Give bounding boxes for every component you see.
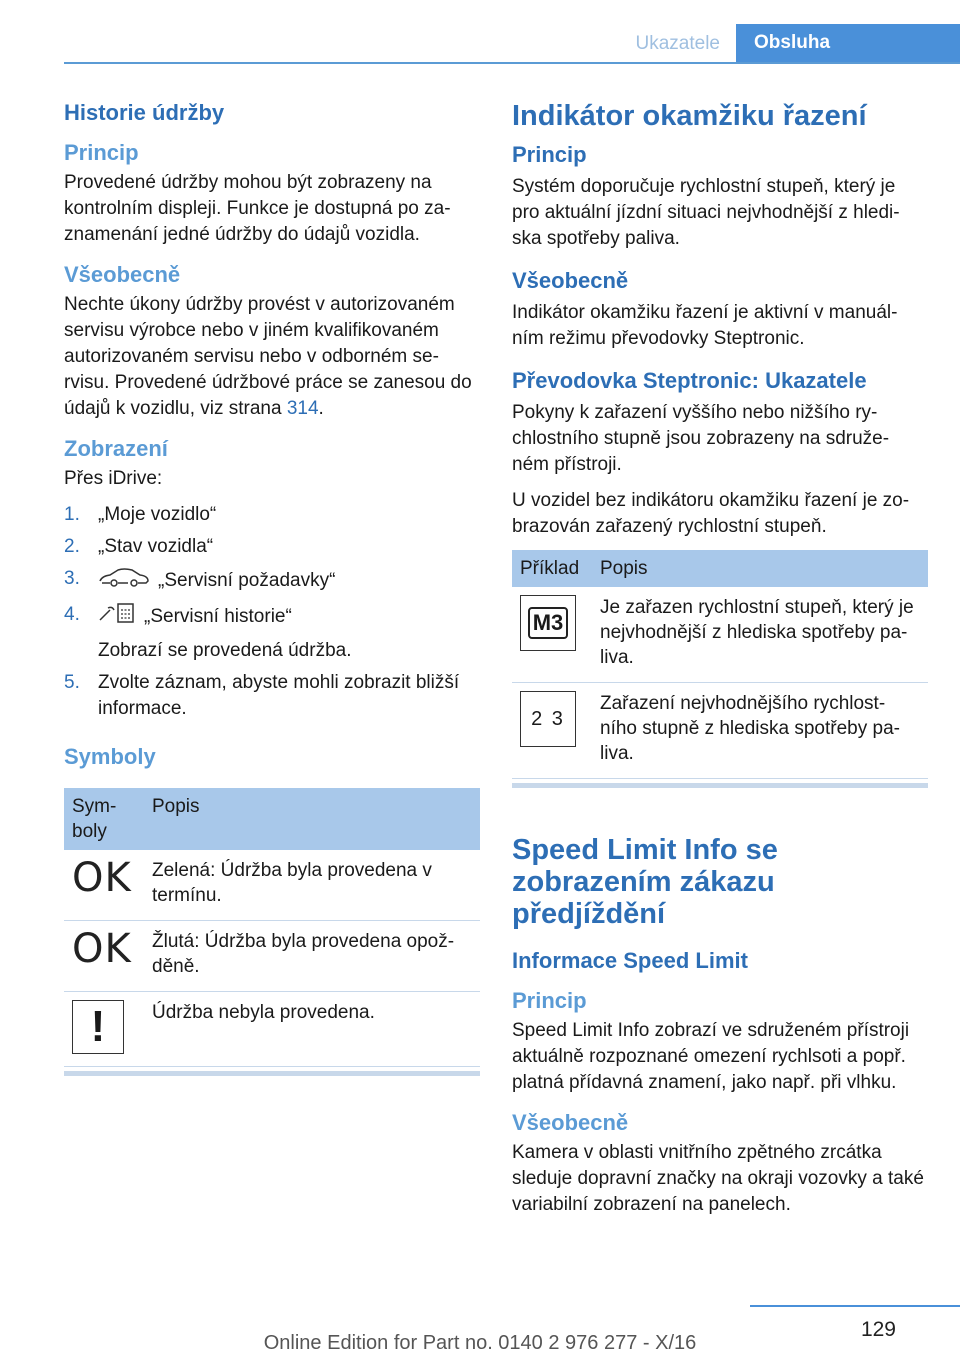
symbol-cell bbox=[512, 683, 592, 779]
right-column bbox=[512, 100, 928, 1228]
paragraph bbox=[64, 292, 480, 422]
service-history-icon bbox=[98, 602, 136, 632]
gear-m3-icon: M3 bbox=[520, 595, 576, 651]
description-cell: Údržba nebyla provedena. bbox=[144, 992, 480, 1067]
heading-steptronic: Převodovka Steptronic: Ukazatele bbox=[512, 368, 867, 393]
shift-up-icon: 2 3 bbox=[520, 691, 576, 747]
table-row bbox=[64, 850, 480, 921]
column-header: Popis bbox=[144, 788, 480, 850]
table-row bbox=[512, 587, 928, 683]
step-number: 4. bbox=[64, 604, 80, 625]
footer-edition: Online Edition for Part no. 0140 2 976 277 - X/16 bbox=[263, 1332, 697, 1354]
car-icon bbox=[98, 566, 150, 596]
symbol-cell bbox=[64, 921, 144, 992]
paragraph-text: Nechte úkony údržby provést v autorizovaném servisu výrobce nebo v jiném kvalifikovaném autorizovaném servisu nebo v odborném se‐ rvisu. Provedené údržbové práce se zanesou do údajů k vozidlu, viz strana bbox=[64, 294, 472, 419]
column-header: Sym‐ boly bbox=[64, 788, 144, 850]
paragraph: Systém doporučuje rychlostní stupeň, který je pro aktuální jízdní situaci nejvhodnější z hledi‐ ska spotřeby paliva. bbox=[512, 176, 900, 249]
heading-vseobecne: Všeobecně bbox=[512, 268, 629, 293]
heading-symboly: Symboly bbox=[64, 744, 156, 769]
description-cell: Zařazení nejvhodnějšího rychlost‐ ního stupně z hlediska spotřeby pa‐ liva. bbox=[592, 683, 928, 779]
header-chapter-tab: Obsluha bbox=[736, 24, 960, 62]
page-link[interactable]: 314 bbox=[286, 398, 319, 419]
exclamation-icon: ! bbox=[72, 1000, 124, 1054]
list-item bbox=[64, 534, 480, 560]
list-item bbox=[64, 502, 480, 528]
page-number-rule bbox=[750, 1305, 960, 1307]
step-text: „Servisní historie“ bbox=[144, 606, 292, 628]
heading-princip: Princip bbox=[512, 142, 587, 167]
list-item bbox=[64, 670, 480, 722]
table-end-rule bbox=[512, 783, 928, 788]
heading-princip: Princip bbox=[512, 988, 587, 1013]
column-header: Popis bbox=[592, 550, 928, 587]
paragraph: Přes iDrive: bbox=[64, 468, 163, 489]
heading-princip: Princip bbox=[64, 140, 139, 165]
paragraph: Speed Limit Info zobrazí ve sdruženém přístroji aktuálně rozpoznané omezení rychlsoti a popř. platná přídavná znamení, jako např. při vlhku. bbox=[512, 1020, 910, 1093]
symbol-cell bbox=[64, 992, 144, 1067]
paragraph: Pokyny k zařazení vyššího nebo nižšího ry‐ chlostního stupně jsou zobrazeny na sdruže‐ ném přístroji. bbox=[512, 402, 890, 475]
heading-zobrazeni: Zobrazení bbox=[64, 436, 168, 461]
steps-list bbox=[64, 502, 480, 722]
step-text: „Stav vozidla“ bbox=[98, 536, 214, 557]
section-title: Speed Limit Info se zobrazením zákazu předjíždění bbox=[512, 834, 778, 930]
description-cell: Je zařazen rychlostní stupeň, který je nejvhodnější z hlediska spotřeby pa‐ liva. bbox=[592, 587, 928, 683]
table-row bbox=[512, 683, 928, 779]
table-header-row bbox=[64, 788, 480, 850]
list-item bbox=[64, 566, 480, 596]
column-header: Příklad bbox=[512, 550, 592, 587]
paragraph: U vozidel bez indikátoru okamžiku řazení je zo‐ brazován zařazený rychlostní stupeň. bbox=[512, 490, 910, 537]
table-header-row bbox=[512, 550, 928, 587]
section-title: Indikátor okamžiku řazení bbox=[512, 100, 867, 132]
step-subtext: Zobrazí se provedená údržba. bbox=[98, 640, 352, 661]
table-row bbox=[64, 921, 480, 992]
ok-yellow-icon: OK bbox=[72, 926, 132, 972]
step-text: „Moje vozidlo“ bbox=[98, 504, 217, 525]
table-row bbox=[64, 992, 480, 1067]
symbol-cell bbox=[64, 850, 144, 921]
step-number: 2. bbox=[64, 536, 80, 557]
heading-informace: Informace Speed Limit bbox=[512, 948, 748, 973]
paragraph: Indikátor okamžiku řazení je aktivní v manuál‐ ním režimu převodovky Steptronic. bbox=[512, 302, 898, 349]
section-title: Historie údržby bbox=[64, 100, 225, 125]
table-end-rule bbox=[64, 1071, 480, 1076]
page-number: 129 bbox=[860, 1318, 896, 1341]
description-cell: Zelená: Údržba byla provedena v termínu. bbox=[144, 850, 480, 921]
list-item bbox=[64, 602, 480, 664]
ok-green-icon: OK bbox=[72, 855, 132, 901]
step-number: 5. bbox=[64, 672, 80, 693]
heading-vseobecne: Všeobecně bbox=[64, 262, 181, 287]
gear-table bbox=[512, 550, 928, 779]
paragraph: Provedené údržby mohou být zobrazeny na kontrolním displeji. Funkce je dostupná po za‐ znamenání jedné údržby do údajů vozidla. bbox=[64, 172, 451, 245]
symbols-table bbox=[64, 788, 480, 1067]
heading-vseobecne: Všeobecně bbox=[512, 1110, 629, 1135]
header-section: Ukazatele bbox=[635, 33, 720, 54]
description-cell: Žlutá: Údržba byla provedena opož‐ děně. bbox=[144, 921, 480, 992]
symbol-cell bbox=[512, 587, 592, 683]
step-text: Zvolte záznam, abyste mohli zobrazit bližší informace. bbox=[98, 672, 460, 719]
paragraph-end: . bbox=[318, 398, 324, 419]
step-number: 1. bbox=[64, 504, 80, 525]
step-text: „Servisní požadavky“ bbox=[158, 570, 336, 592]
paragraph: Kamera v oblasti vnitřního zpětného zrcátka sleduje dopravní značky na okraji vozovky a také variabilní zobrazení na panelech. bbox=[512, 1142, 924, 1215]
left-column bbox=[64, 100, 480, 1076]
step-number: 3. bbox=[64, 568, 80, 589]
